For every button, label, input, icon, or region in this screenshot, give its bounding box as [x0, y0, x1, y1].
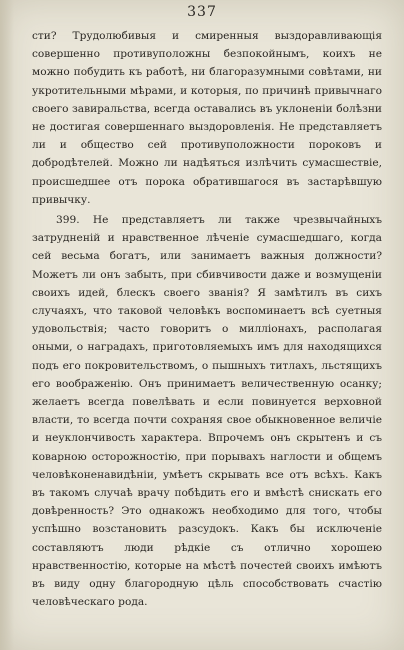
page-number: 337 [187, 4, 217, 20]
page-body [32, 27, 382, 614]
binding-shadow [0, 0, 14, 650]
paragraph-continued: сти? Трудолюбивыя и смиренныя выздоравливающія совершенно противуположны безпокойнымъ, коихъ не можно побудить къ работѣ, ни благоразумными совѣтами, ни укротительными мѣрами, и которыя, по причинѣ привычнаго своего завиральства, всегда оставались въ уклоненіи болѣзни не достигая совершеннаго выздоровленія. Не представляетъ ли и общество сей противуположности пороковъ и добродѣтелей. Можно ли надѣяться излѣчить сумасшествіе, происшедшее отъ порока обратившагося въ застарѣвшую привычку. [32, 30, 382, 206]
paragraph-399: 399. Не представляетъ ли также чрезвычайныхъ затрудненій и нравственное лѣченіе сумасшедшаго, когда сей весьма богатъ, или занимаетъ важныя должности? Можетъ ли онъ забыть, при сбивчивости даже и возмущеніи своихъ идей, блескъ своего званія? Я замѣтилъ въ сихъ случаяхъ, что таковой человѣкъ воспоминаетъ всѣ суетныя удовольствія; часто говоритъ о милліонахъ, располагая оными, о наградахъ, приготовляемыхъ имъ для находящихся подъ его покровительствомъ, о пышныхъ титлахъ, льстящихъ его воображенію. Онъ принимаетъ величественную осанку; желаетъ всегда повелѣвать и если повинуется верховной власти, то всегда почти сохраняя свое обыкновенное величіе и неуклончивость характера. Впрочемъ онъ скрытенъ и съ коварною осторожностію, при порывахъ наглости и общемъ человѣконенавидѣніи, умѣетъ скрывать все отъ всѣхъ. Какъ въ такомъ случаѣ врачу побѣдить его и вмѣстѣ снискать его довѣренность? Это однакожъ необходимо для того, чтобы успѣшно возстановить разсудокъ. Какъ бы исключеніе составляютъ люди рѣдкіе съ отлично хорошею нравственностію, которые на мѣстѣ почестей своихъ имѣютъ въ виду одну благородную цѣль способствовать счастію человѣческаго рода. [32, 214, 382, 609]
